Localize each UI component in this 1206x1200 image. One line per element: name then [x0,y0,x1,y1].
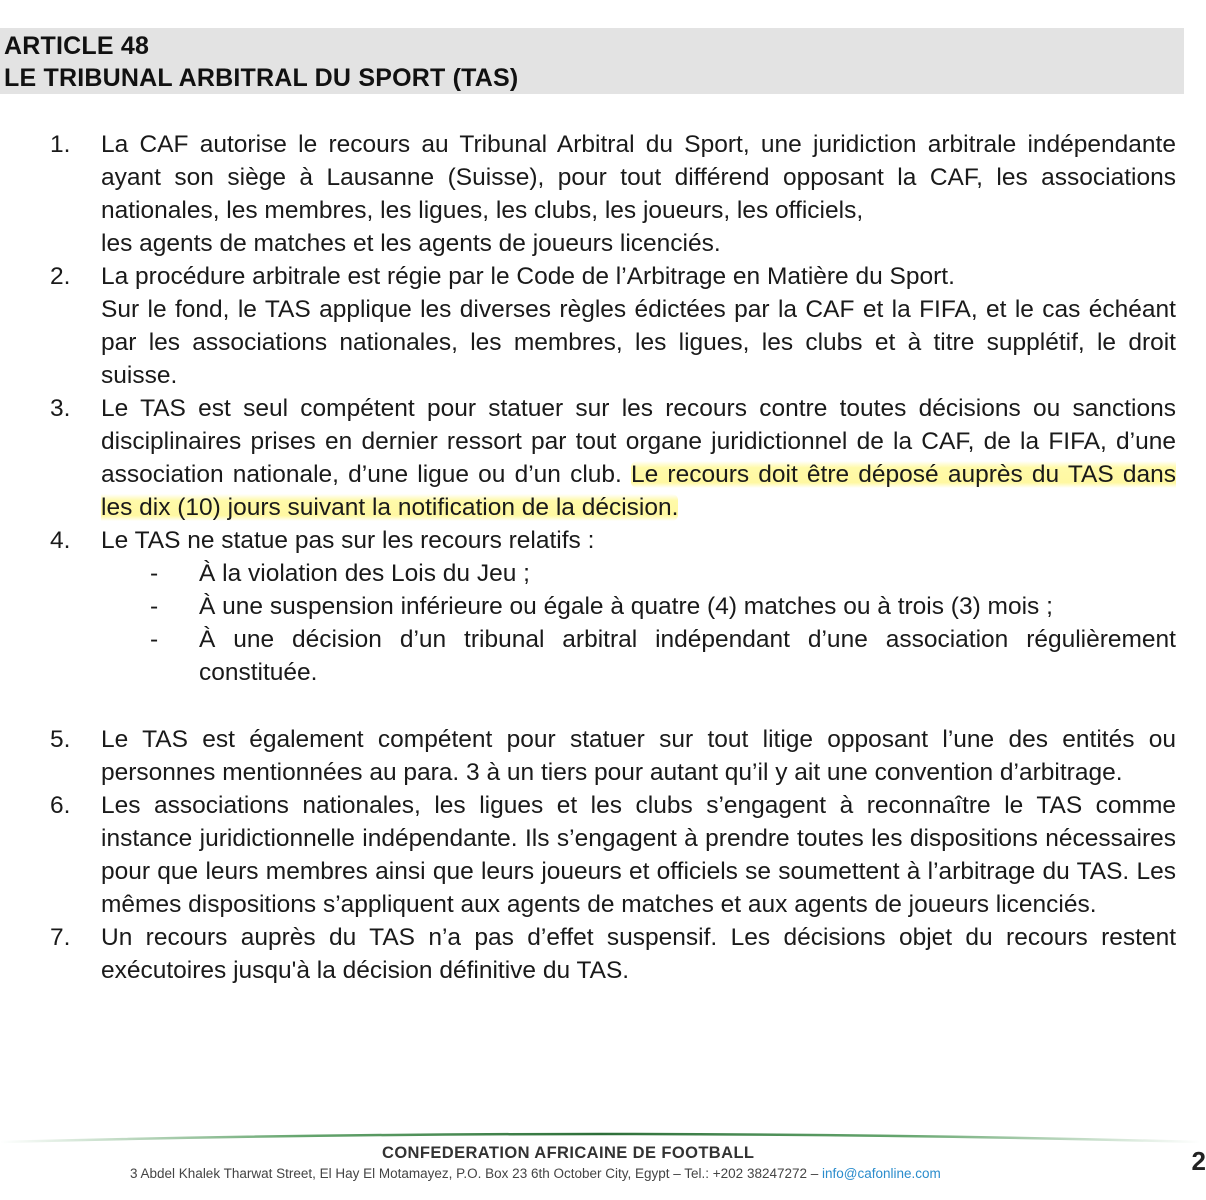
footer-email-link[interactable]: info@cafonline.com [822,1166,941,1181]
list-item [0,260,1200,392]
footer-address [130,1166,941,1181]
item-text-continued: les agents de matches et les agents de joueurs licenciés. [101,230,721,257]
item-number: 2. [50,263,71,290]
highlighted-text: Le recours doit être déposé auprès du TAS dans les dix (10) jours suivant la notification de la décision. [101,461,1177,521]
item-text: Les associations nationales, les ligues et les clubs s’engagent à reconnaître le TAS comme instance juridictionnelle indépendante. Ils s’engagent à prendre toutes les dispositions nécessaires pour que leurs membres ainsi que leurs joueurs et officiels se soumettent à l’arbitrage du TAS. Les mêmes dispositions s’appliquent aux agents de matches et aux agents de joueurs licenciés. [101,792,1176,918]
list-item [0,921,1200,987]
sub-list-item [0,557,1200,590]
dash-bullet: - [150,560,159,587]
footer-address-text: 3 Abdel Khalek Tharwat Street, El Hay El Motamayez, P.O. Box 23 6th October City, Egypt – Tel.: +202 38247272 – [130,1166,823,1181]
page-number: 2 [1191,1146,1206,1176]
sub-list-item [0,623,1200,689]
dash-bullet: - [150,626,159,653]
item-text: La CAF autorise le recours au Tribunal Arbitral du Sport, une juridiction arbitrale indépendante ayant son siège à Lausanne (Suisse), pour tout différend opposant la CAF, les associations nationales, les membres, les ligues, les clubs, les joueurs, les officiels, [101,131,1176,224]
item-text: La procédure arbitrale est régie par le Code de l’Arbitrage en Matière du Sport. [101,263,955,290]
list-item [0,524,1200,557]
article-number: ARTICLE 48 [4,32,150,60]
item-text: Le TAS ne statue pas sur les recours relatifs : [101,527,595,554]
dash-bullet: - [150,593,159,620]
sub-list-item [0,590,1200,623]
item-number: 7. [50,924,71,951]
item-number: 1. [50,131,71,158]
sub-item-text: À une décision d’un tribunal arbitral indépendant d’une association régulièrement constituée. [199,626,1176,686]
item-number: 4. [50,527,71,554]
spacer [0,689,1200,723]
article-header [0,28,1184,94]
item-text-main: Le TAS est seul compétent pour statuer sur les recours contre toutes décisions ou sanctions disciplinaires prises en dernier ressort par tout organe juridictionnel de la CAF, de la FIFA, d’une association nationale, d’une ligue ou d’un club. [101,395,1176,488]
item-number: 5. [50,726,71,753]
list-item [0,392,1200,524]
item-number: 6. [50,792,71,819]
article-title: LE TRIBUNAL ARBITRAL DU SPORT (TAS) [4,64,519,92]
article-body [0,128,1200,987]
footer-organization: CONFEDERATION AFRICAINE DE FOOTBALL [382,1144,755,1162]
item-text: Le TAS est également compétent pour statuer sur tout litige opposant l’une des entités ou personnes mentionnées au para. 3 à un tiers pour autant qu’il y ait une convention d’arbitrage. [101,726,1176,786]
item-text-continued: Sur le fond, le TAS applique les diverses règles édictées par la CAF et la FIFA, et le cas échéant par les associations nationales, les membres, les ligues, les clubs et à titre supplétif, le droit suisse. [101,296,1176,389]
item-text: Un recours auprès du TAS n’a pas d’effet suspensif. Les décisions objet du recours restent exécutoires jusqu'à la décision définitive du TAS. [101,924,1176,984]
item-number: 3. [50,395,71,422]
list-item [0,128,1200,260]
sub-item-text: À une suspension inférieure ou égale à quatre (4) matches ou à trois (3) mois ; [199,593,1053,620]
sub-item-text: À la violation des Lois du Jeu ; [199,560,530,587]
list-item [0,789,1200,921]
list-item [0,723,1200,789]
item-text [101,392,1176,524]
